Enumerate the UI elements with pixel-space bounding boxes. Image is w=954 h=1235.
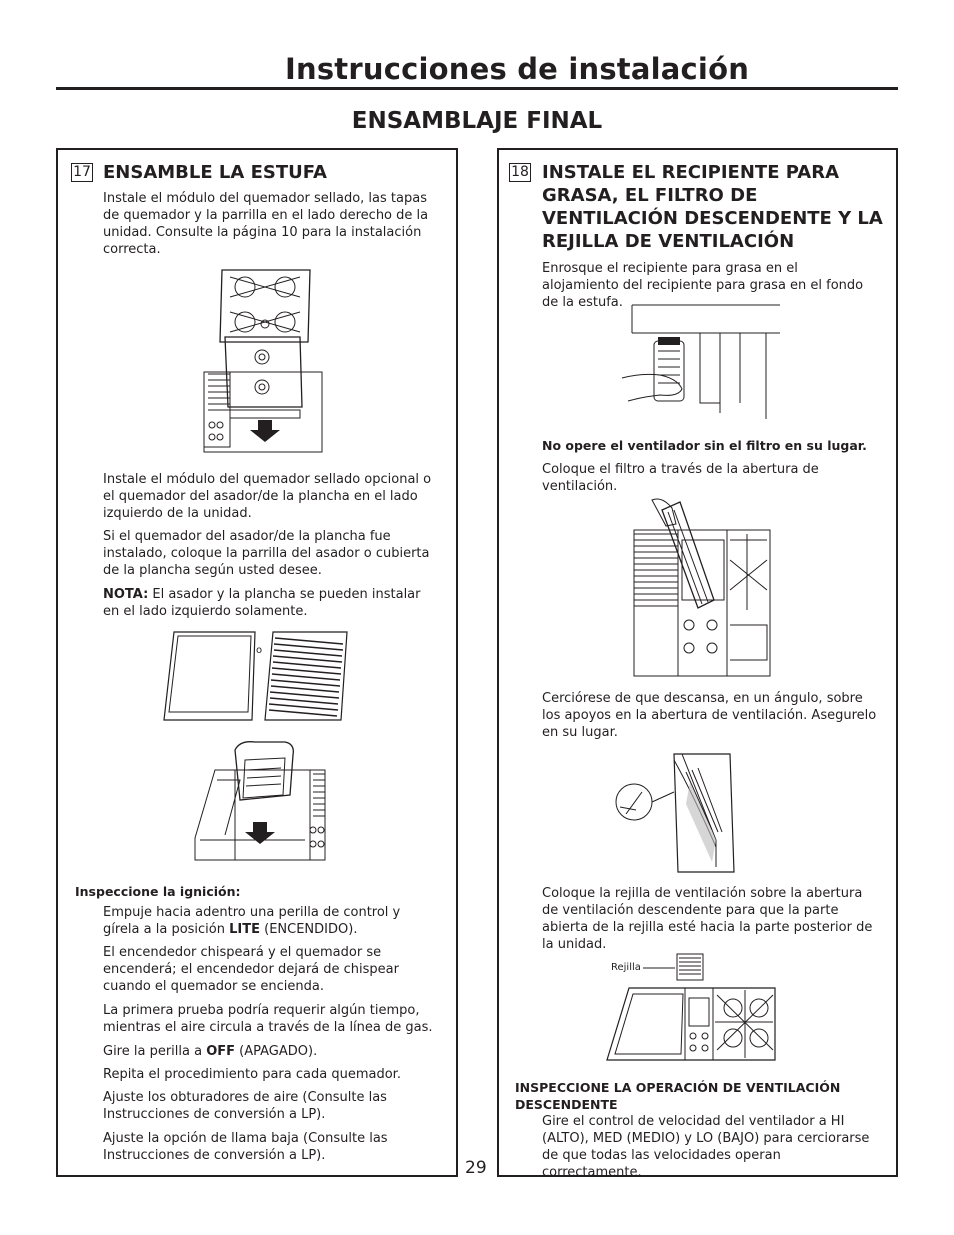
note-text: El asador y la plancha se pueden instalar en el lado izquierdo solamente. [103,587,421,619]
step-17-text-2: Instale el módulo del quemador sellado opcional o el quemador del asador/de la plancha en el lado izquierdo de la unidad. [103,472,432,521]
ignition-step-4-end: (APAGADO). [235,1044,318,1059]
title-rule [56,87,898,90]
step-17-note [103,586,433,620]
ignition-step-4 [103,1043,433,1060]
step-18-text-3: Cerciórese de que descansa, en un ángulo, sobre los apoyos en la abertura de ventilación. Asegurelo en su lugar. [542,691,877,740]
page-number: 29 [465,1158,487,1178]
off-label: OFF [206,1044,236,1059]
step-17-text-1: Instale el módulo del quemador sellado, las tapas de quemador y la parrilla en el lado derecho de la unidad. Consulte la página 10 para la instalación correcta. [103,191,429,257]
downdraft-text: Gire el control de velocidad del ventilador a HI (ALTO), MED (MEDIO) y LO (BAJO) para cerciorarse de que todas las velocidades operan correctamente. [542,1114,870,1180]
ignition-step-3: La primera prueba podría requerir algún tiempo, mientras el aire circula a través de la línea de gas. [103,1003,433,1035]
step-17-number: 17 [71,163,93,182]
griddle-illustration [162,630,257,722]
ignition-step-6: Ajuste los obturadores de aire (Consulte las Instrucciones de conversión a LP). [103,1090,387,1122]
fan-warning: No opere el ventilador sin el filtro en su lugar. [542,438,867,453]
ignition-step-2: El encendedor chispeará y el quemador se encenderá; el encendedor dejará de chispear cuando el quemador se encienda. [103,945,399,994]
lite-label: LITE [229,922,260,937]
note-label: NOTA: [103,587,149,602]
page-title: Instrucciones de instalación [285,52,750,86]
ignition-step-7: Ajuste la opción de llama baja (Consulte las Instrucciones de conversión a LP). [103,1131,388,1163]
step-18-text-2: Coloque el filtro a través de la abertura de ventilación. [542,462,819,494]
grille-label: Rejilla [611,962,641,973]
ignition-step-1-text: Empuje hacia adentro una perilla de control y gírela a la posición [103,905,401,937]
grill-module-illustration [195,740,330,868]
step-18-number: 18 [509,163,531,182]
step-17-text-3: Si el quemador del asador/de la plancha fue instalado, coloque la parrilla del asador o cubierta de la plancha según usted desee. [103,529,430,578]
grill-grate-illustration [263,630,348,722]
grease-container-illustration [620,303,785,421]
ignition-step-4-text: Gire la perilla a [103,1044,207,1059]
filter-illustration [632,500,772,678]
filter-angle-illustration [612,752,737,877]
ignition-step-1 [103,904,418,938]
downdraft-heading: INSPECCIONE LA OPERACIÓN DE VENTILACIÓN DESCENDENTE [515,1080,841,1112]
or-label: o [256,645,263,656]
vent-grille-illustration [605,950,780,1065]
ignition-heading: Inspeccione la ignición: [75,884,241,899]
burner-module-illustration [200,262,325,462]
step-17-heading: ENSAMBLE LA ESTUFA [103,162,327,183]
ignition-step-5: Repita el procedimiento para cada quemador. [103,1067,401,1082]
step-18-text-1: Enrosque el recipiente para grasa en el alojamiento del recipiente para grasa en el fondo de la estufa. [542,261,864,310]
step-18-text-4: Coloque la rejilla de ventilación sobre la abertura de ventilación descendente para que la parte abierta de la rejilla esté hacia la parte posterior de la unidad. [542,886,873,952]
section-title: ENSAMBLAJE FINAL [351,108,603,134]
ignition-step-1-end: (ENCENDIDO). [260,922,358,937]
step-18-heading: INSTALE EL RECIPIENTE PARA GRASA, EL FILTRO DE VENTILACIÓN DESCENDENTE Y LA REJILLA DE VENTILACIÓN [542,162,883,252]
